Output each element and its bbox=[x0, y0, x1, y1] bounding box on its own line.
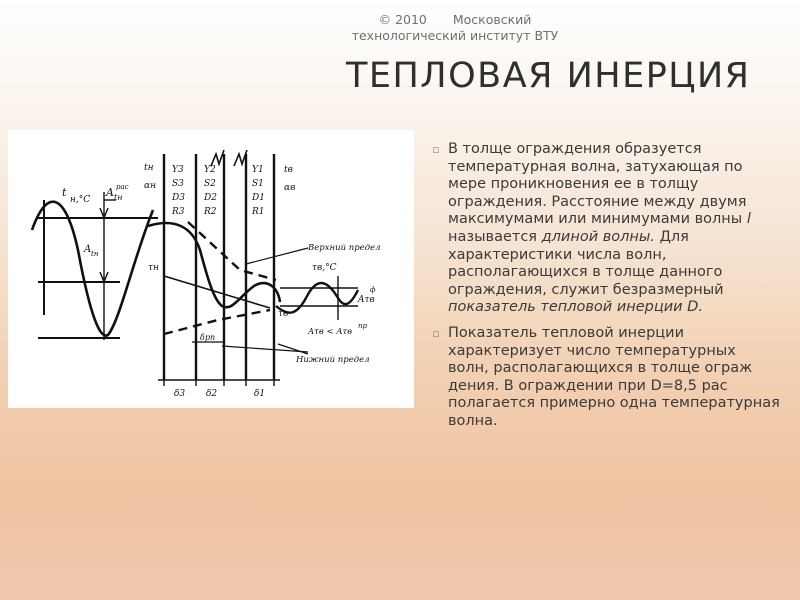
layer2-s: S2 bbox=[204, 179, 216, 189]
bullet-inertia-index bbox=[432, 325, 780, 431]
label-tau-v: τв bbox=[278, 309, 289, 319]
layer2-r: R2 bbox=[204, 207, 217, 217]
label-atn-top-sup: рас bbox=[116, 183, 129, 191]
layer1-d: D1 bbox=[252, 193, 265, 203]
copyright-year: © 2010 bbox=[378, 12, 427, 27]
label-atn-mid: A bbox=[84, 244, 92, 255]
label-tv: τв,°С bbox=[312, 263, 337, 273]
layer3-r: R3 bbox=[172, 207, 185, 217]
bullet-wave-length bbox=[432, 141, 780, 317]
layer3-d: D3 bbox=[172, 193, 185, 203]
org-name-line-2: технологический институт ВТУ bbox=[351, 28, 559, 43]
layer3-y: Y3 bbox=[172, 165, 184, 175]
label-tn: t bbox=[62, 186, 67, 199]
temperature-wave-in-wall bbox=[148, 223, 280, 307]
mean-temperature-line bbox=[164, 276, 270, 308]
layer1-r: R1 bbox=[252, 207, 265, 217]
label-inequality-sup: пр bbox=[358, 322, 367, 330]
thermal-inertia-diagram bbox=[8, 130, 414, 408]
bullet-marker-icon: ▫ bbox=[432, 326, 440, 340]
bullet1-text-a: В толще ограждения образуется температурная волна, затухающая по мере проникновения ее в толщу ограждения. Расстояние между двумя максимумами или минимумами волны bbox=[448, 141, 747, 228]
slide-title: ТЕПЛОВАЯ ИНЕРЦИЯ bbox=[346, 56, 751, 96]
outer-temperature-wave bbox=[32, 202, 153, 336]
label-a-tau-v: Aτв bbox=[358, 295, 375, 305]
layer1-s: S1 bbox=[252, 179, 264, 189]
label-alpha-v: αв bbox=[284, 183, 296, 193]
copyright-block bbox=[340, 12, 570, 44]
label-atn-top: A bbox=[106, 186, 114, 199]
label-tau-n: τн bbox=[148, 263, 159, 273]
lower-bound-line bbox=[164, 310, 270, 334]
label-tn-unit: н,°С bbox=[70, 195, 91, 205]
label-inequality: Aτв < Aτв bbox=[308, 327, 353, 337]
label-upper-bound: Верхний предел bbox=[308, 243, 381, 253]
layer2-d: D2 bbox=[204, 193, 217, 203]
bullet1-text-c: Для характеристики числа волн, располагающихся в толще данного ограждения, служит безразмерный bbox=[448, 228, 724, 298]
bullet1-text-b: называется bbox=[448, 228, 542, 245]
label-atn-top-sub: tн bbox=[114, 193, 123, 202]
bullet1-symbol-l: l bbox=[746, 211, 751, 228]
org-name-line-1: Московский bbox=[452, 12, 532, 27]
label-t-top-left: tн bbox=[144, 163, 154, 173]
label-delta1: δ1 bbox=[254, 389, 266, 399]
label-t-top-right: tв bbox=[284, 165, 293, 175]
label-lower-bound: Нижний предел bbox=[296, 355, 370, 365]
outer-temperature-axes bbox=[38, 192, 158, 340]
label-delta2: δ2 bbox=[206, 389, 218, 399]
layer3-s: S3 bbox=[172, 179, 184, 189]
bullet1-term-wavelength: длиной волны. bbox=[541, 228, 655, 245]
label-delta3: δ3 bbox=[174, 389, 186, 399]
label-alpha-n: αн bbox=[144, 181, 157, 191]
label-delta-rn: δрп bbox=[200, 333, 216, 342]
label-a-tau-v-sup: ф bbox=[370, 286, 376, 294]
bullet1-term-inertia: показатель тепловой инерции D. bbox=[448, 299, 703, 316]
bullet2-text: Показатель тепловой инерции характеризует число температурных волн, располагающихся в толще ограж дения. В ограждении при D=8,5 рас полагается примерно одна температурная волна. bbox=[448, 324, 780, 429]
label-atn-mid-sub: tн bbox=[91, 250, 99, 258]
layer2-y: Y2 bbox=[204, 165, 216, 175]
layer1-y: Y1 bbox=[252, 165, 264, 175]
bullet-marker-icon: ▫ bbox=[432, 143, 440, 156]
slide-body bbox=[432, 141, 780, 439]
copyright-line-1 bbox=[340, 12, 570, 28]
